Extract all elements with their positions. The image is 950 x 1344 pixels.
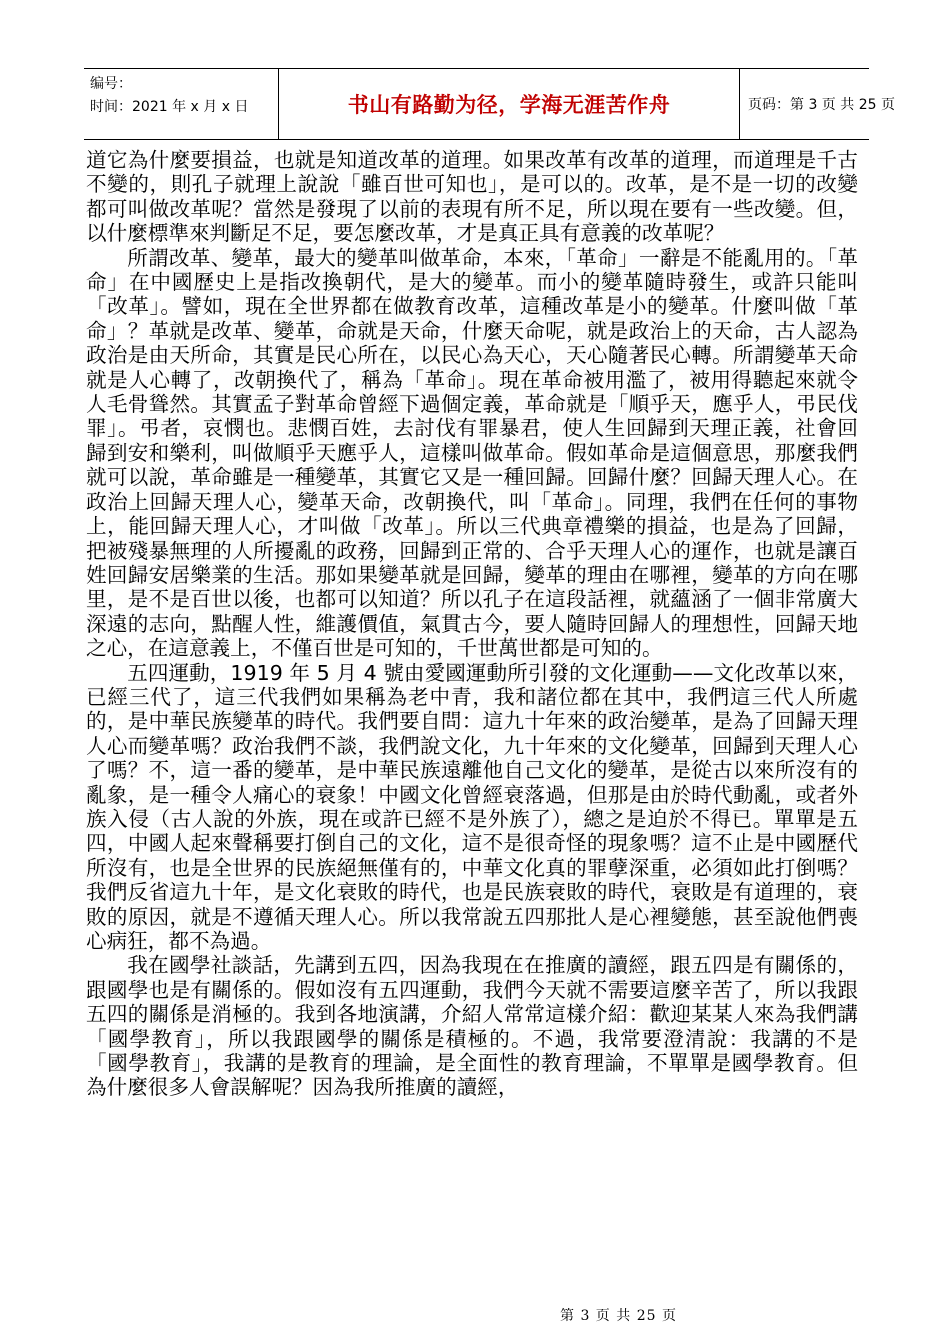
body-paragraph-4: 我在國學社談話，先講到五四，因為我現在在推廣的讀經，跟五四是有關係的，跟國學也是有關係的。假如沒有五四運動，我們今天就不需要這麼辛苦了，所以我跟五四的關係是消極的。我到各地演講，介紹人常常這樣介紹：歡迎某某人來為我們講「國學教育」，所以我跟國學的關係是積極的。不過，我常要澄清說：我講的不是「國學教育」，我講的是教育的理論，是全面性的教育理論，不單單是國學教育。但為什麼很多人會誤解呢？因為我所推廣的讀經， — [86, 953, 858, 1100]
document-date-label: 时间：2021 年 x 月 x 日 — [90, 99, 249, 115]
header-motto: 书山有路勤为径，学海无涯苦作舟 — [347, 92, 671, 117]
body-paragraph-1: 道它為什麼要損益，也就是知道改革的道理。如果改革有改革的道理，而道理是千古不變的，則孔子就理上說說「雖百世可知也」，是可以的。改革，是不是一切的改變都可叫做改革呢？當然是發現了以前的表現有所不足，所以現在要有一些改變。但，以什麼標準來判斷足不足，要怎麼改革，才是真正具有意義的改革呢？ — [86, 148, 858, 246]
document-number-label: 编号： — [90, 76, 132, 92]
body-paragraph-3: 五四運動，1919 年 5 月 4 號由愛國運動所引發的文化運動——文化改革以來，已經三代了，這三代我們如果稱為老中青，我和諸位都在其中，我們這三代人所處的，是中華民族變革的時代。我們要自問：這九十年來的政治變革，是為了回歸天理人心而變革嗎？政治我們不談，我們說文化，九十年來的文化變革，回歸到天理人心了嗎？不，這一番的變革，是中華民族遠離他自己文化的變革，是從古以來所沒有的亂象，是一種令人痛心的衰象！中國文化曾經衰落過，但那是由於時代動亂，或者外族入侵（古人說的外族，現在或許已經不是外族了），總之是迫於不得已。單單是五四，中國人起來聲稱要打倒自己的文化，這不是很奇怪的現象嗎？這不止是中國歷代所沒有，也是全世界的民族絕無僅有的，中華文化真的罪孽深重，必須如此打倒嗎？我們反省這九十年，是文化衰敗的時代，也是民族衰敗的時代，衰敗是有道理的，衰敗的原因，就是不遵循天理人心。所以我常說五四那批人是心裡變態，甚至說他們喪心病狂，都不為過。 — [86, 660, 858, 953]
header-meta — [84, 69, 278, 139]
header-page-info-cell — [740, 69, 895, 139]
document-body — [86, 148, 858, 1100]
body-paragraph-2: 所謂改革、變革，最大的變革叫做革命，本來，「革命」一辭是不能亂用的。「革命」在中國歷史上是指改換朝代，是大的變革。而小的變革隨時發生，或許只能叫「改革」。譬如，現在全世界都在做教育改革，這種改革是小的變革。什麼叫做「革命」？革就是改革、變革，命就是天命，什麼天命呢，就是政治上的天命，古人認為政治是由天所命，其實是民心所在，以民心為天心，天心隨著民心轉。所謂變革天命就是人心轉了，改朝換代了，稱為「革命」。現在革命被用濫了，被用得聽起來就令人毛骨聳然。其實孟子對革命曾經下過個定義，革命就是「順乎天，應乎人，弔民伐罪」。弔者，哀憫也。悲憫百姓，去討伐有罪暴君，使人生回歸到天理正義，社會回歸到安和樂利，叫做順乎天應乎人，這樣叫做革命。假如革命是這個意思，那麼我們就可以說，革命雖是一種變革，其實它又是一種回歸。回歸什麼？回歸天理人心。在政治上回歸天理人心，變革天命，改朝換代，叫「革命」。同理，我們在任何的事物上，能回歸天理人心，才叫做「改革」。所以三代典章禮樂的損益，也是為了回歸，把被殘暴無理的人所擾亂的政務，回歸到正常的、合乎天理人心的運作，也就是讓百姓回歸安居樂業的生活。那如果變革就是回歸，變革的理由在哪裡，變革的方向在哪里，是不是百世以後，也都可以知道？所以孔子在這段話裡，就蘊涵了一個非常廣大深遠的志向，點醒人性，維護價值，氣貫古今，要人隨時回歸人的理想性，回歸天地之心，在這意義上，不僅百世是可知的，千世萬世都是可知的。 — [86, 245, 858, 661]
page-header — [84, 68, 895, 140]
header-motto-cell — [278, 69, 740, 139]
page-footer: 第 3 页 共 25 页 — [560, 1308, 677, 1324]
header-page-info: 页码：第 3 页 共 25 页 — [748, 97, 895, 113]
